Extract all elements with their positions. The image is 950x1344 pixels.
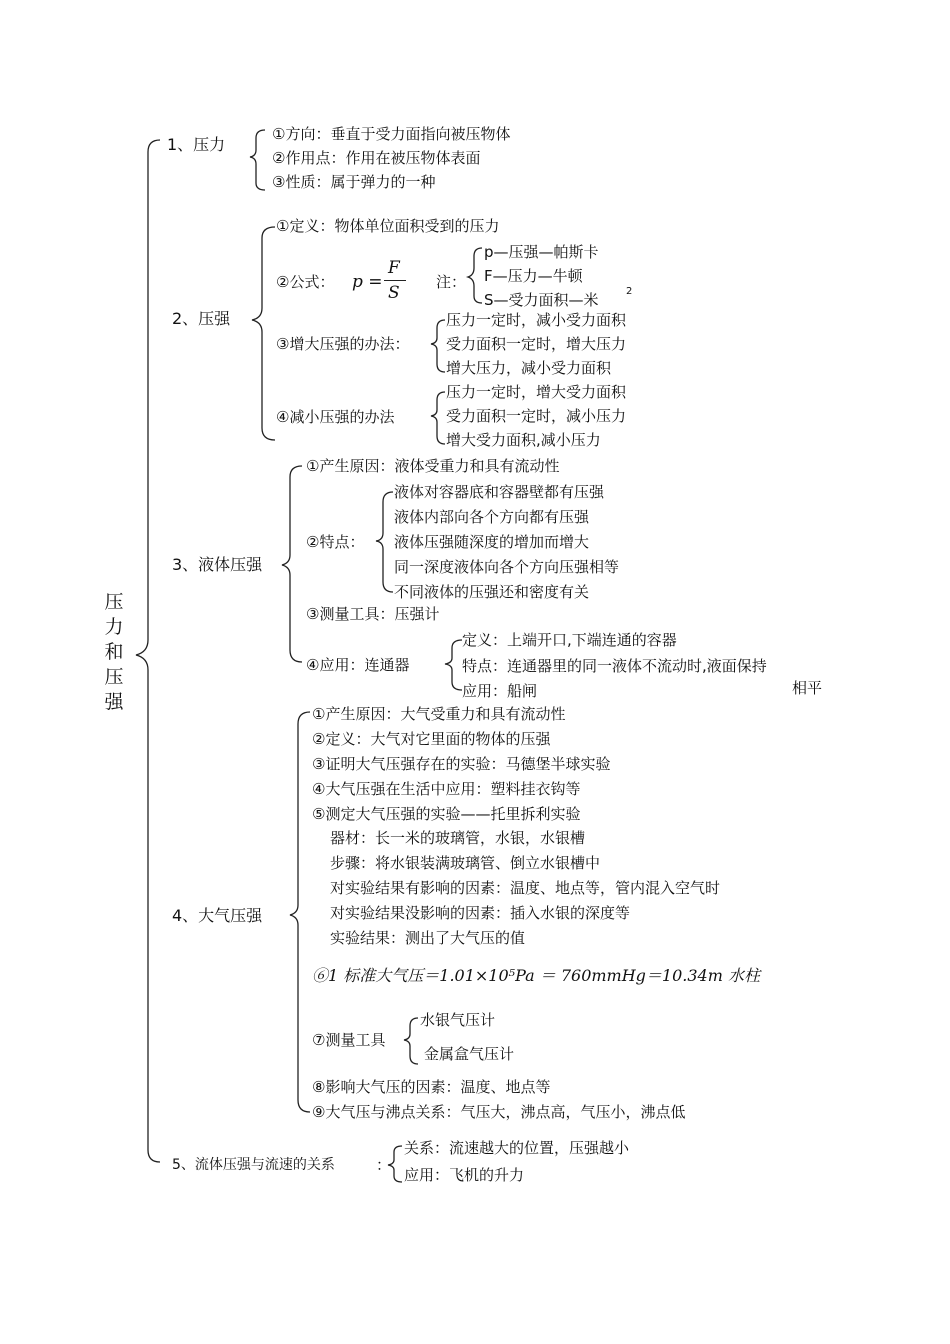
root-char: 和 [104,641,124,663]
s2-note-label: 注： [436,273,467,291]
s4-line: ①产生原因：大气受重力和具有流动性 [312,705,566,723]
s4-brace [290,712,310,1112]
s1-item: ③性质：属于弹力的一种 [272,173,436,191]
s2-increase-item: 增大压力，减小受力面积 [446,359,612,377]
increase-brace [431,320,445,372]
s3-feature: 不同液体的压强还和密度有关 [394,583,590,601]
s2-decrease-item: 受力面积一定时，减小压力 [446,407,627,425]
features-brace [376,492,393,592]
root-char: 压 [104,666,124,688]
s4-tool-label: ⑦测量工具 [312,1031,386,1049]
root-char: 强 [104,691,124,713]
s2-decrease-label: ④减小压强的办法 [276,408,395,426]
s2-increase-label: ③增大压强的办法： [276,335,410,353]
s1-item: ①方向：垂直于受力面指向被压物体 [272,125,511,143]
formula-numerator: F [388,258,400,278]
s3-feature: 液体压强随深度的增加而增大 [394,533,590,551]
s3-feature: 液体对容器底和容器壁都有压强 [394,483,605,501]
s3-app-tail: 相平 [792,679,823,697]
s5-colon: ： [376,1156,392,1174]
s2-formula-label: ②公式： [276,273,335,291]
main-brace [136,140,160,1162]
app-brace [445,640,462,690]
s2-brace [252,227,275,440]
s2-increase-item: 受力面积一定时，增大压力 [446,335,627,353]
s1-brace [250,130,265,190]
tools-brace [404,1018,418,1064]
s5-item: 关系：流速越大的位置，压强越小 [404,1139,630,1157]
fraction-bar [384,280,406,281]
s3-feature: 液体内部向各个方向都有压强 [394,508,590,526]
s4-line: ③证明大气压强存在的实验：马德堡半球实验 [312,755,611,773]
s4-line: ⑤测定大气压强的实验——托里拆利实验 [312,805,581,823]
s4-factors: ⑧影响大气压的因素：温度、地点等 [312,1078,551,1096]
s4-line: ②定义：大气对它里面的物体的压强 [312,730,551,748]
s2-note: p—压强—帕斯卡 [484,243,599,261]
s4-subline: 对实验结果有影响的因素：温度、地点等，管内混入空气时 [330,879,721,897]
s3-app-item: 定义：上端开口,下端连通的容器 [462,631,677,649]
notes-brace [468,248,482,303]
decrease-brace [431,392,445,444]
s4-standard-pressure: ⑥1 标准大气压＝1.01×10⁵Pa ＝ 760mmHg＝10.34m 水柱 [312,966,760,985]
s2-note: F—压力—牛顿 [484,267,583,285]
s3-cause: ①产生原因：液体受重力和具有流动性 [306,457,560,475]
s4-tool: 金属盒气压计 [424,1045,515,1063]
s4-label: 4、大气压强 [172,906,263,925]
s2-note: S—受力面积—米 [484,291,599,309]
s4-subline: 实验结果：测出了大气压的值 [330,929,526,947]
s2-note-sup: 2 [626,286,633,297]
s3-app-label: ④应用：连通器 [306,656,410,674]
s1-label: 1、压力 [167,135,226,154]
s3-label: 3、液体压强 [172,555,263,574]
root-char: 力 [104,616,124,638]
s2-decrease-item: 增大受力面积,减小压力 [446,431,601,449]
formula-denominator: S [388,283,400,303]
s4-subline: 器材：长一米的玻璃管，水银，水银槽 [330,829,586,847]
s3-app-item: 应用：船闸 [462,682,538,700]
s2-label: 2、压强 [172,309,231,328]
s4-subline: 对实验结果没影响的因素：插入水银的深度等 [330,904,631,922]
formula-p: p = [352,272,383,292]
s2-decrease-item: 压力一定时，增大受力面积 [446,383,627,401]
s2-definition: ①定义：物体单位面积受到的压力 [276,217,500,235]
s3-feature: 同一深度液体向各个方向压强相等 [394,558,620,576]
s4-line: ④大气压强在生活中应用：塑料挂衣钩等 [312,780,581,798]
s4-tool: 水银气压计 [420,1011,496,1029]
s4-subline: 步骤：将水银装满玻璃管、倒立水银槽中 [330,854,601,872]
s3-brace [282,466,302,662]
root-char: 压 [104,591,124,613]
s1-item: ②作用点：作用在被压物体表面 [272,149,481,167]
s3-tool: ③测量工具：压强计 [306,605,440,623]
s4-boiling: ⑨大气压与沸点关系：气压大，沸点高，气压小，沸点低 [312,1103,686,1121]
s5-label: 5、流体压强与流速的关系 [172,1157,335,1173]
s3-app-item: 特点：连通器里的同一液体不流动时,液面保持 [462,657,767,675]
s3-feature-label: ②特点： [306,533,365,551]
s2-increase-item: 压力一定时，减小受力面积 [446,311,627,329]
s5-item: 应用：飞机的升力 [404,1166,525,1184]
